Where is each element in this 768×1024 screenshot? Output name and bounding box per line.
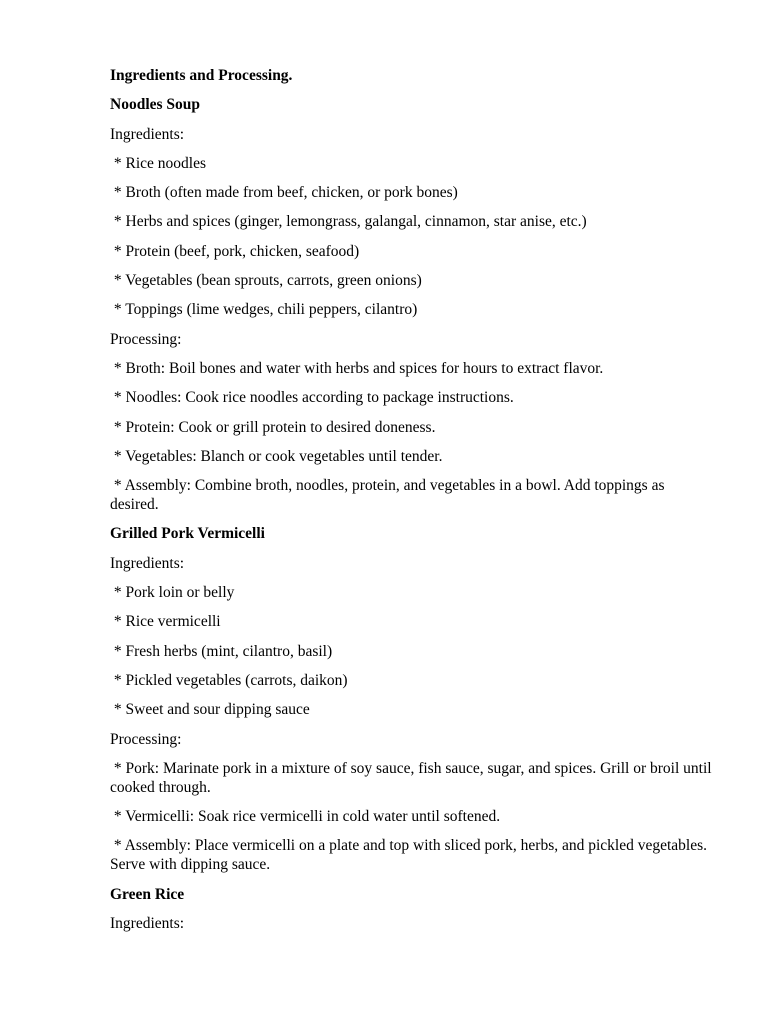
processing-label: Processing: xyxy=(110,330,182,348)
list-item: * Vegetables: Blanch or cook vegetables until tender. xyxy=(110,447,443,465)
list-item: * Protein: Cook or grill protein to desired doneness. xyxy=(110,418,436,436)
list-item: * Rice vermicelli xyxy=(110,613,221,631)
list-item: * Fresh herbs (mint, cilantro, basil) xyxy=(110,642,333,660)
list-item: * Assembly: Place vermicelli on a plate and top with sliced pork, herbs, and pickled vegetables. Serve with dipping sauce. xyxy=(110,837,711,874)
section-title-grilled-pork-vermicelli: Grilled Pork Vermicelli xyxy=(110,525,265,543)
list-item: * Pork loin or belly xyxy=(110,584,235,602)
list-item: * Vermicelli: Soak rice vermicelli in cold water until softened. xyxy=(110,808,501,826)
list-item: * Vegetables (bean sprouts, carrots, green onions) xyxy=(110,272,422,290)
section-title-noodles-soup: Noodles Soup xyxy=(110,96,201,114)
list-item: * Protein (beef, pork, chicken, seafood) xyxy=(110,242,360,260)
list-item: * Pork: Marinate pork in a mixture of soy sauce, fish sauce, sugar, and spices. Grill or broil until cooked through. xyxy=(110,759,716,796)
list-item: * Assembly: Combine broth, noodles, protein, and vegetables in a bowl. Add toppings as desired. xyxy=(110,477,669,514)
list-item: * Broth: Boil bones and water with herbs and spices for hours to extract flavor. xyxy=(110,359,604,377)
processing-label: Processing: xyxy=(110,730,182,748)
document-page xyxy=(110,66,715,943)
list-item: * Broth (often made from beef, chicken, or pork bones) xyxy=(110,184,458,202)
section-title-green-rice: Green Rice xyxy=(110,885,185,903)
ingredients-label: Ingredients: xyxy=(110,554,185,572)
list-item: * Noodles: Cook rice noodles according to package instructions. xyxy=(110,389,514,407)
list-item: * Sweet and sour dipping sauce xyxy=(110,701,310,719)
list-item: * Toppings (lime wedges, chili peppers, cilantro) xyxy=(110,301,418,319)
list-item: * Rice noodles xyxy=(110,154,206,172)
document-heading: Ingredients and Processing. xyxy=(110,67,293,84)
list-item: * Pickled vegetables (carrots, daikon) xyxy=(110,671,348,689)
ingredients-label: Ingredients: xyxy=(110,125,185,143)
ingredients-label: Ingredients: xyxy=(110,915,185,933)
list-item: * Herbs and spices (ginger, lemongrass, galangal, cinnamon, star anise, etc.) xyxy=(110,213,587,231)
